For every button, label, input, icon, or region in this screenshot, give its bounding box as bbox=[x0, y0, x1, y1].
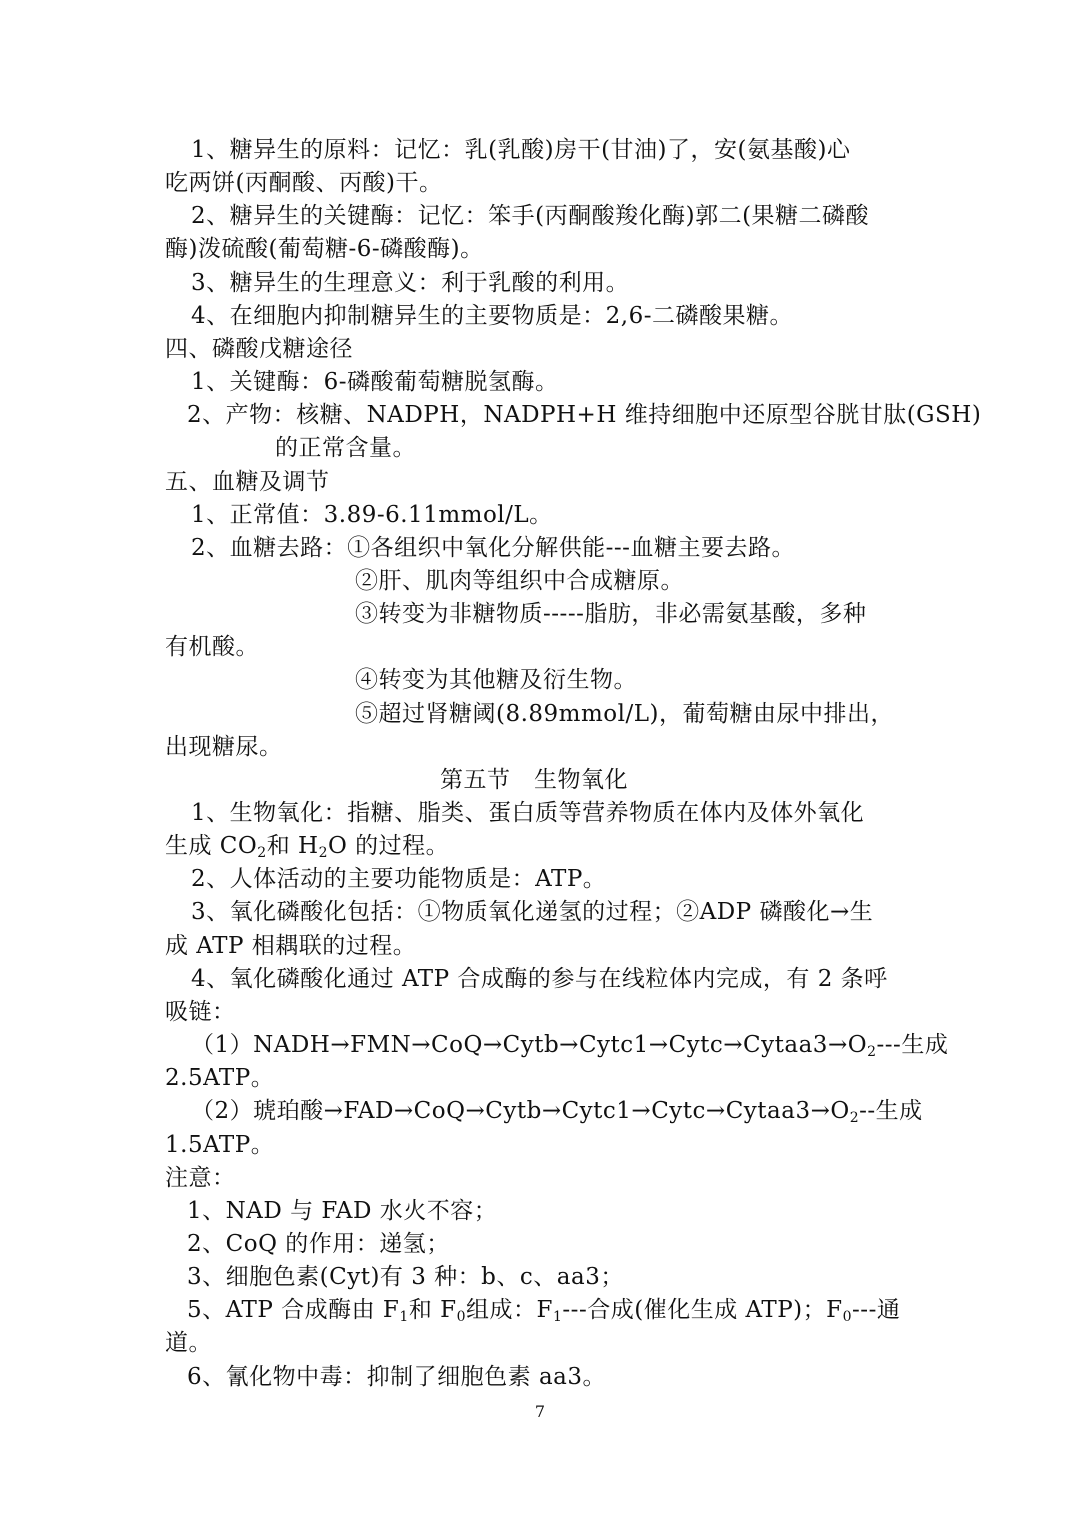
text-segment: 5、ATP 合成酶由 F bbox=[187, 1297, 400, 1324]
subscript: 1 bbox=[399, 1309, 409, 1326]
text-line: ④转变为其他糖及衍生物。 bbox=[355, 667, 637, 694]
text-line: 的正常含量。 bbox=[275, 435, 416, 462]
subscript: 2 bbox=[257, 845, 267, 862]
text-line: 4、在细胞内抑制糖异生的主要物质是：2,6-二磷酸果糖。 bbox=[191, 302, 793, 329]
text-line: ②肝、肌肉等组织中合成糖原。 bbox=[355, 567, 684, 594]
text-line bbox=[165, 1029, 948, 1061]
text-line bbox=[165, 1294, 900, 1326]
text-line: 五、血糖及调节 bbox=[165, 468, 330, 495]
text-line: 1、生物氧化：指糖、脂类、蛋白质等营养物质在体内及体外氧化 bbox=[191, 800, 865, 826]
text-segment: 组成：F bbox=[466, 1297, 553, 1324]
subscript: 0 bbox=[456, 1309, 467, 1326]
text-line: ⑤超过肾糖阈(8.89mmol/L)，葡萄糖由尿中排出， bbox=[355, 700, 895, 727]
text-line: 有机酸。 bbox=[165, 634, 259, 661]
subscript: 2 bbox=[867, 1044, 877, 1061]
text-segment: （1）NADH→FMN→CoQ→Cytb→Cytc1→Cytc→Cytaa3→O bbox=[191, 1032, 868, 1059]
subscript: 2 bbox=[318, 845, 328, 862]
text-line bbox=[165, 830, 449, 862]
text-line: ③转变为非糖物质-----脂肪，非必需氨基酸，多种 bbox=[355, 601, 867, 628]
text-line: 1、关键酶：6-磷酸葡萄糖脱氢酶。 bbox=[191, 369, 559, 396]
text-segment: --生成 bbox=[859, 1098, 923, 1125]
text-line: 吸链： bbox=[165, 998, 236, 1025]
text-line: 2、产物：核糖、NADPH，NADPH+H 维持细胞中还原型谷胱甘肽(GSH) bbox=[187, 402, 982, 429]
section-heading: 第五节 生物氧化 bbox=[440, 766, 628, 793]
text-segment: 生成 CO bbox=[165, 833, 258, 860]
text-line: 6、氰化物中毒：抑制了细胞色素 aa3。 bbox=[187, 1363, 607, 1390]
text-line: 1、NAD 与 FAD 水火不容； bbox=[187, 1197, 498, 1224]
text-line: 3、糖异生的生理意义：利于乳酸的利用。 bbox=[191, 269, 630, 296]
text-segment: 和 F bbox=[408, 1297, 457, 1324]
text-line: 1、正常值：3.89-6.11mmol/L。 bbox=[191, 501, 553, 528]
text-line: 2、糖异生的关键酶：记忆：笨手(丙酮酸羧化酶)郭二(果糖二磷酸 bbox=[191, 203, 870, 230]
text-line: 2、CoQ 的作用：递氢； bbox=[187, 1230, 450, 1257]
text-segment: ---通 bbox=[852, 1297, 901, 1324]
text-line: 4、氧化磷酸化通过 ATP 合成酶的参与在线粒体内完成，有 2 条呼 bbox=[191, 965, 888, 992]
subscript: 1 bbox=[552, 1309, 563, 1326]
text-line: 3、细胞色素(Cyt)有 3 种：b、c、aa3； bbox=[187, 1264, 624, 1291]
text-line: 2、人体活动的主要功能物质是：ATP。 bbox=[191, 866, 607, 893]
text-line: 2.5ATP。 bbox=[165, 1065, 275, 1092]
text-line: 1.5ATP。 bbox=[165, 1131, 275, 1158]
text-line: 道。 bbox=[165, 1330, 212, 1357]
text-segment: 和 H bbox=[266, 833, 319, 860]
page-number: 7 bbox=[534, 1402, 546, 1421]
text-segment: O 的过程。 bbox=[327, 833, 450, 860]
text-line: 四、磷酸戊糖途径 bbox=[165, 335, 353, 362]
text-line: 3、氧化磷酸化包括：①物质氧化递氢的过程；②ADP 磷酸化→生 bbox=[191, 899, 874, 926]
text-line bbox=[165, 1095, 923, 1127]
text-line: 2、血糖去路：①各组织中氧化分解供能---血糖主要去路。 bbox=[191, 534, 795, 561]
text-line: 出现糖尿。 bbox=[165, 733, 283, 760]
text-line: 成 ATP 相耦联的过程。 bbox=[165, 932, 417, 959]
text-line: 注意： bbox=[165, 1164, 236, 1191]
text-line: 1、糖异生的原料：记忆：乳(乳酸)房干(甘油)了，安(氨基酸)心 bbox=[191, 137, 851, 163]
text-segment: ---生成 bbox=[876, 1032, 949, 1059]
text-segment: （2）琥珀酸→FAD→CoQ→Cytb→Cytc1→Cytc→Cytaa3→O bbox=[191, 1098, 850, 1125]
text-segment: ---合成(催化生成 ATP)；F bbox=[562, 1297, 843, 1324]
text-line: 酶)泼硫酸(葡萄糖-6-磷酸酶)。 bbox=[165, 236, 484, 263]
subscript: 2 bbox=[849, 1110, 860, 1127]
subscript: 0 bbox=[842, 1309, 853, 1326]
text-line: 吃两饼(丙酮酸、丙酸)干。 bbox=[165, 170, 443, 197]
